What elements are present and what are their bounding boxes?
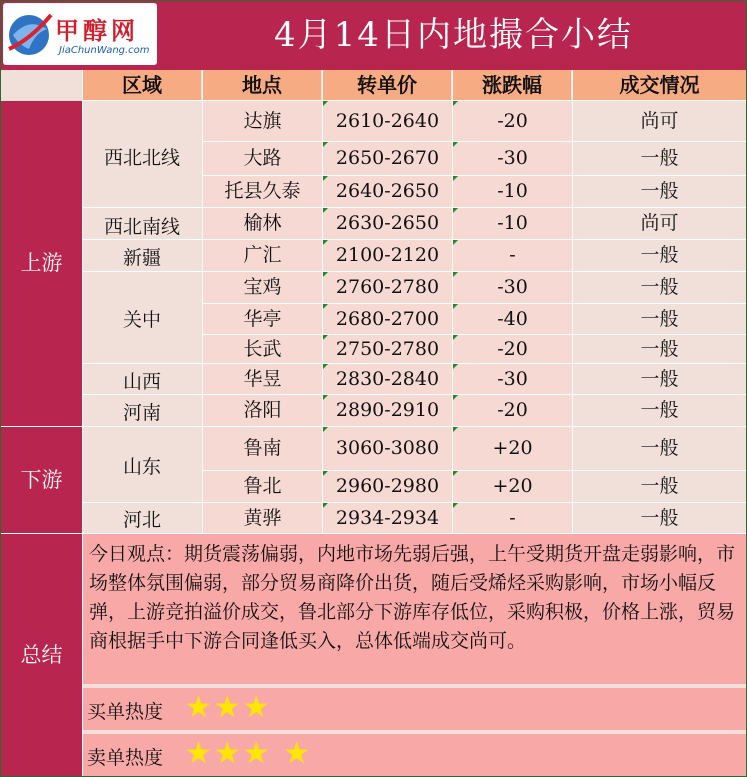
buy-heat-stars: ★★★ — [185, 690, 272, 725]
comment-marker — [323, 364, 328, 369]
place-cell: 黄骅 — [203, 503, 322, 533]
price-cell: 2640-2650 — [323, 176, 452, 207]
gridline — [82, 239, 202, 240]
status-cell: 一般 — [640, 147, 679, 169]
comment-marker — [323, 503, 328, 508]
region-xibei-beixian: 西北北线 — [103, 147, 180, 169]
comment-marker — [453, 395, 458, 400]
price-cell: 3060-3080 — [323, 427, 452, 470]
price-cell: 2890-2910 — [323, 395, 452, 426]
price-cell: 2630-2650 — [323, 208, 452, 239]
change-cell: - — [453, 240, 572, 271]
status-cell: 一般 — [640, 368, 679, 390]
comment-marker — [323, 176, 328, 181]
header-banner — [1, 1, 746, 70]
comment-marker — [453, 335, 458, 340]
buy-heat-label: 买单热度 — [87, 701, 164, 723]
change-cell: -10 — [453, 208, 572, 239]
status-cell: 一般 — [640, 475, 679, 497]
region-guanzhong: 关中 — [122, 309, 161, 331]
place-cell: 广汇 — [203, 240, 322, 271]
comment-marker — [323, 335, 328, 340]
status-cell: 一般 — [640, 338, 679, 360]
price-cell: 2760-2780 — [323, 272, 452, 303]
comment-marker — [323, 471, 328, 476]
region-shanxi: 山西 — [122, 371, 161, 393]
place-cell: 达旗 — [203, 101, 322, 141]
change-cell: -10 — [453, 176, 572, 207]
change-cell: -30 — [453, 142, 572, 175]
status-cell: 一般 — [640, 276, 679, 298]
gridline — [82, 207, 202, 208]
comment-marker — [453, 142, 458, 147]
change-cell: -20 — [453, 101, 572, 141]
comment-marker — [453, 272, 458, 277]
comment-marker — [453, 471, 458, 476]
status-cell: 尚可 — [640, 212, 679, 234]
comment-marker — [323, 208, 328, 213]
change-cell: -40 — [453, 304, 572, 334]
column-header-region: 区域 — [83, 70, 201, 100]
status-cell: 尚可 — [640, 110, 679, 132]
price-cell: 2934-2934 — [323, 503, 452, 533]
gridline — [452, 70, 453, 533]
sell-heat-stars: ★★★ ★ — [185, 736, 313, 771]
region-henan: 河南 — [122, 402, 161, 424]
status-cell: 一般 — [640, 244, 679, 266]
gridline — [322, 70, 323, 533]
region-xibei-nanxian: 西北南线 — [103, 216, 180, 238]
comment-marker — [453, 208, 458, 213]
change-cell: -30 — [453, 272, 572, 303]
comment-marker — [453, 364, 458, 369]
page-title: 4月14日内地撮合小结 — [274, 15, 633, 55]
column-header-change: 涨跌幅 — [453, 70, 571, 100]
comment-marker — [323, 304, 328, 309]
place-cell: 鲁北 — [203, 471, 322, 502]
price-cell: 2680-2700 — [323, 304, 452, 334]
sell-heat-row — [83, 734, 746, 776]
gridline — [572, 70, 573, 533]
comment-marker — [323, 395, 328, 400]
status-cell: 一般 — [640, 507, 679, 529]
sell-heat-label: 卖单热度 — [87, 747, 164, 769]
logo-text-en: JiaChunWang.com — [59, 45, 150, 56]
comment-marker — [323, 240, 328, 245]
place-cell: 大路 — [203, 142, 322, 175]
place-cell: 华亭 — [203, 304, 322, 334]
change-cell: -30 — [453, 364, 572, 394]
region-hebei: 河北 — [122, 509, 161, 531]
comment-marker — [323, 427, 328, 432]
status-cell: 一般 — [640, 437, 679, 459]
place-cell: 托县久泰 — [203, 176, 322, 207]
price-cell: 2750-2780 — [323, 335, 452, 363]
comment-marker — [323, 142, 328, 147]
change-cell: -20 — [453, 395, 572, 426]
section-label-downstream: 下游 — [1, 427, 82, 533]
place-cell: 华昱 — [203, 364, 322, 394]
comment-marker — [453, 176, 458, 181]
site-logo[interactable] — [3, 3, 157, 65]
comment-marker — [453, 503, 458, 508]
price-cell: 2830-2840 — [323, 364, 452, 394]
comment-marker — [323, 272, 328, 277]
gridline — [202, 70, 203, 533]
region-xinjiang: 新疆 — [122, 247, 161, 269]
comment-marker — [453, 304, 458, 309]
comment-marker — [453, 427, 458, 432]
price-cell: 2960-2980 — [323, 471, 452, 502]
column-header-price: 转单价 — [323, 70, 451, 100]
comment-marker — [453, 240, 458, 245]
price-cell: 2650-2670 — [323, 142, 452, 175]
summary-text: 今日观点：期货震荡偏弱，内地市场先弱后强，上午受期货开盘走弱影响，市场整体氛围偏弱，部分贸易商降价出货，随后受烯烃采购影响，市场小幅反弹，上游竞拍溢价成交，鲁北部分下游库存低位，采购积极，价格上涨，贸易商根据手中下游合同逢低买入，总体低端成交尚可。 — [83, 534, 746, 684]
price-cell: 2610-2640 — [323, 101, 452, 141]
gridline — [82, 100, 746, 101]
place-cell: 鲁南 — [203, 427, 322, 470]
logo-text-cn: 甲醇网 — [55, 16, 139, 45]
region-shandong: 山东 — [122, 456, 161, 478]
buy-heat-row — [83, 688, 746, 730]
gridline — [82, 394, 202, 395]
gridline — [82, 502, 202, 503]
comment-marker — [323, 101, 328, 106]
column-header-place: 地点 — [203, 70, 321, 100]
place-cell: 长武 — [203, 335, 322, 363]
change-cell: +20 — [453, 471, 572, 502]
gridline — [82, 271, 202, 272]
section-label-summary: 总结 — [1, 534, 82, 776]
status-cell: 一般 — [640, 399, 679, 421]
gridline — [1, 426, 746, 427]
place-cell: 洛阳 — [203, 395, 322, 426]
globe-icon — [7, 9, 53, 59]
status-cell: 一般 — [640, 180, 679, 202]
gridline — [82, 363, 202, 364]
section-label-upstream: 上游 — [1, 101, 82, 426]
change-cell: -20 — [453, 335, 572, 363]
place-cell: 榆林 — [203, 208, 322, 239]
comment-marker — [453, 101, 458, 106]
price-cell: 2100-2120 — [323, 240, 452, 271]
change-cell: - — [453, 503, 572, 533]
place-cell: 宝鸡 — [203, 272, 322, 303]
column-header-status: 成交情况 — [573, 70, 746, 100]
status-cell: 一般 — [640, 308, 679, 330]
change-cell: +20 — [453, 427, 572, 470]
